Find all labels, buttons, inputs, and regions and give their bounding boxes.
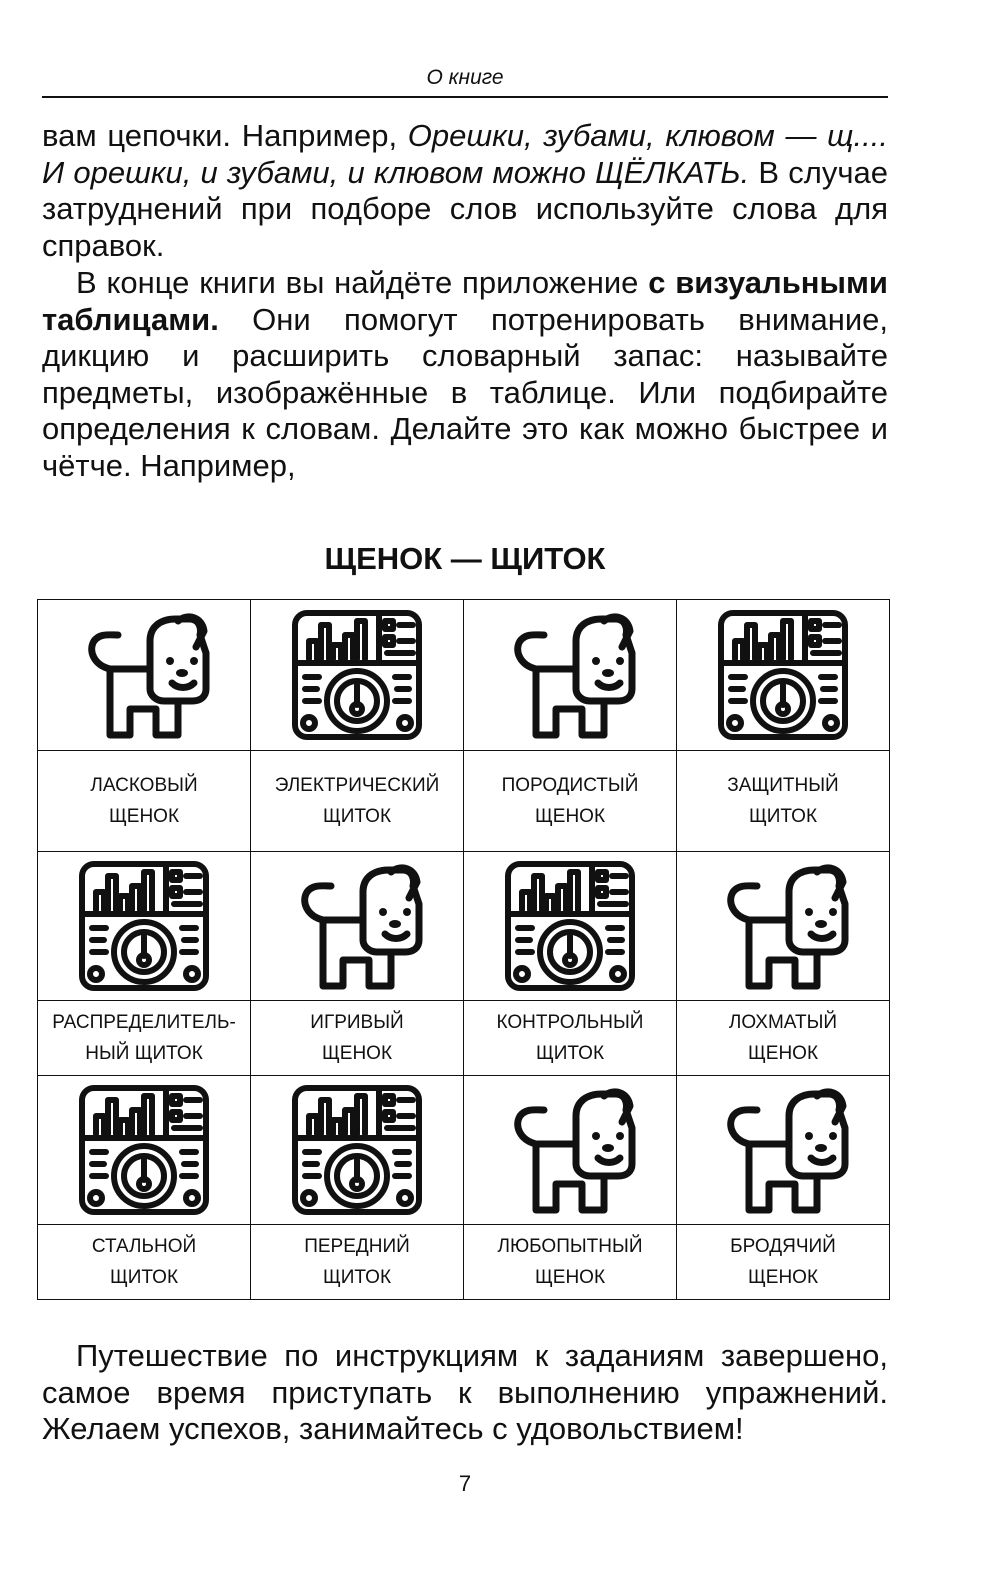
- table-caption-cell: [251, 1225, 464, 1300]
- panel-icon: [287, 1080, 427, 1220]
- dog-icon: [500, 605, 640, 745]
- caption-line: ЩИТОК: [322, 806, 392, 827]
- table-caption-cell: [464, 1225, 677, 1300]
- paragraph-chains-text-2: В случае затруднений при подборе слов используйте слова для справок.: [42, 154, 888, 263]
- caption-line: ЛОХМАТЫЙ: [728, 1012, 838, 1033]
- table-caption-cell: [38, 1001, 251, 1076]
- table-caption-cell: [677, 1001, 890, 1076]
- paragraph-chains-text-1: вам цепочки. Например,: [42, 118, 408, 153]
- panel-icon: [74, 1080, 214, 1220]
- caption-line: СТАЛЬНОЙ: [91, 1236, 197, 1257]
- table-image-row: [38, 600, 890, 751]
- caption-line: ЩЕНОК: [747, 1043, 819, 1064]
- panel-icon: [74, 856, 214, 996]
- dog-icon: [713, 856, 853, 996]
- table-image-cell: [464, 852, 677, 1001]
- table-image-cell: [251, 600, 464, 751]
- table-image-cell: [677, 1076, 890, 1225]
- table-caption-cell: [251, 751, 464, 852]
- panel-icon: [500, 856, 640, 996]
- table-image-cell: [38, 852, 251, 1001]
- table-title: ЩЕНОК — ЩИТОК: [324, 541, 606, 576]
- table-caption-cell: [464, 751, 677, 852]
- table-image-cell: [251, 852, 464, 1001]
- table-caption-row: [38, 751, 890, 852]
- caption-line: ЗАЩИТНЫЙ: [727, 775, 839, 796]
- table-image-cell: [677, 600, 890, 751]
- caption-line: ПОРОДИСТЫЙ: [501, 775, 639, 796]
- table-image-row: [38, 1076, 890, 1225]
- caption-line: ЩЕНОК: [321, 1043, 393, 1064]
- paragraph-closing: Путешествие по инструкциям к заданиям завершено, самое время приступать к выполнению упражнений. Желаем успехов, занимайтесь с удовольствием!: [42, 1338, 888, 1446]
- table-image-cell: [38, 600, 251, 751]
- dog-icon: [500, 1080, 640, 1220]
- caption-line: ПЕРЕДНИЙ: [304, 1236, 410, 1257]
- table-image-cell: [464, 1076, 677, 1225]
- caption-line: ЩЕНОК: [534, 1267, 606, 1288]
- table-caption-cell: [38, 751, 251, 852]
- table-caption-cell: [251, 1001, 464, 1076]
- caption-line: ЩЕНОК: [534, 806, 606, 827]
- table-image-cell: [464, 600, 677, 751]
- caption-line: ЛАСКОВЫЙ: [90, 775, 198, 796]
- panel-icon: [713, 605, 853, 745]
- caption-line: ЩЕНОК: [747, 1267, 819, 1288]
- table-image-cell: [677, 852, 890, 1001]
- caption-line: ЭЛЕКТРИЧЕСКИЙ: [274, 775, 440, 796]
- caption-line: ЩИТОК: [748, 806, 818, 827]
- caption-line: КОНТРОЛЬНЫЙ: [496, 1012, 644, 1033]
- panel-icon: [287, 605, 427, 745]
- dog-icon: [287, 856, 427, 996]
- caption-line: ЩИТОК: [109, 1267, 179, 1288]
- paragraph-visual-tables: [42, 265, 888, 484]
- paragraph-visual-text-1: В конце книги вы найдёте приложение: [76, 265, 649, 300]
- caption-line: БРОДЯЧИЙ: [730, 1236, 836, 1257]
- caption-line: ЛЮБОПЫТНЫЙ: [497, 1236, 643, 1257]
- paragraph-visual-text-2: Они помогут потренировать внимание, дикцию и расширить словарный запас: называйте предметы, изображённые в таблице. Или подбирайте определения к словам. Делайте это как можно быстрее и чётче. Например,: [42, 301, 888, 483]
- paragraph-chains-example: Орешки, зубами, клювом — щ.... И орешки, и зубами, и клювом можно ЩЁЛКАТЬ.: [42, 118, 889, 190]
- table-caption-cell: [677, 1225, 890, 1300]
- caption-line: НЫЙ ЩИТОК: [85, 1043, 203, 1064]
- paragraph-visual-bold: с визуальными таблицами.: [42, 265, 888, 337]
- visual-table: [37, 599, 890, 1300]
- page-number: 7: [458, 1471, 472, 1496]
- dog-icon: [713, 1080, 853, 1220]
- page-header: О книге: [42, 66, 888, 98]
- dog-icon: [74, 605, 214, 745]
- table-image-cell: [251, 1076, 464, 1225]
- table-caption-row: [38, 1225, 890, 1300]
- table-caption-cell: [38, 1225, 251, 1300]
- table-image-row: [38, 852, 890, 1001]
- caption-line: ЩИТОК: [322, 1267, 392, 1288]
- caption-line: ЩИТОК: [535, 1043, 605, 1064]
- table-caption-cell: [464, 1001, 677, 1076]
- paragraph-chains: [42, 118, 888, 264]
- table-caption-row: [38, 1001, 890, 1076]
- caption-line: ЩЕНОК: [108, 806, 180, 827]
- table-image-cell: [38, 1076, 251, 1225]
- table-caption-cell: [677, 751, 890, 852]
- caption-line: ИГРИВЫЙ: [310, 1012, 404, 1033]
- caption-line: РАСПРЕДЕЛИТЕЛЬ-: [52, 1012, 236, 1033]
